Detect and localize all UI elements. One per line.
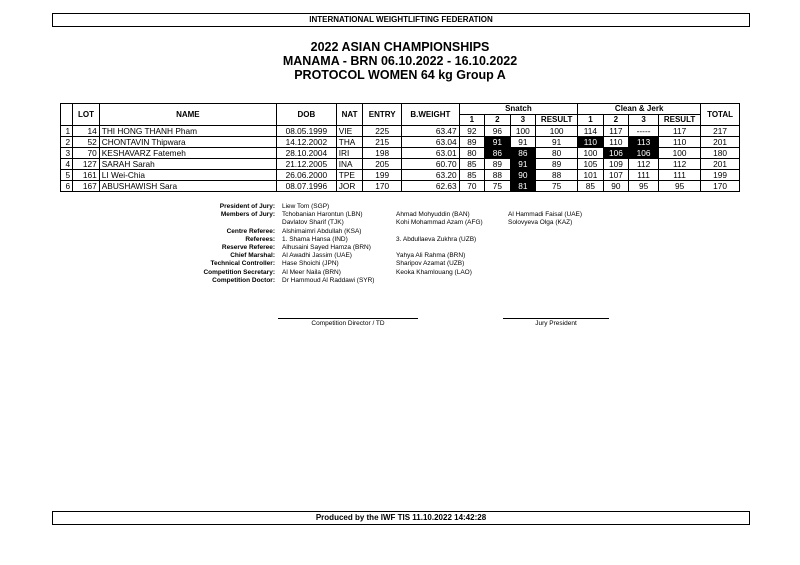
official-row: [0, 211, 800, 219]
dob-cell: 14.12.2002: [276, 137, 336, 148]
nat-cell: IRI: [336, 148, 363, 159]
official-role-label: Chief Marshal:: [230, 252, 275, 260]
table-row: [61, 148, 740, 159]
cj-result-cell: 117: [659, 126, 701, 137]
cj-attempt-cell: 112: [629, 159, 659, 170]
snatch-attempt-cell: 91: [485, 137, 510, 148]
official-role-label: Competition Secretary:: [203, 268, 275, 276]
results-body: [61, 126, 740, 192]
bweight-header: B.WEIGHT: [402, 104, 460, 126]
official-row: [0, 244, 800, 252]
nat-cell: TPE: [336, 170, 363, 181]
athlete-name-cell: ABUSHAWISH Sara: [99, 181, 276, 192]
snatch-attempt-cell: 90: [510, 170, 535, 181]
nat-cell: JOR: [336, 181, 363, 192]
cj-result-cell: 112: [659, 159, 701, 170]
total-cell: 170: [701, 181, 740, 192]
jury-president-signature: Jury President: [503, 318, 609, 327]
competition-director-signature: Competition Director / TD: [278, 318, 418, 327]
official-name: Kohi Mohammad Azam (AFG): [396, 219, 483, 227]
bweight-cell: 60.70: [402, 159, 460, 170]
cj-result-cell: 100: [659, 148, 701, 159]
official-role-label: Centre Referee:: [226, 227, 275, 235]
snatch-attempt-2-header: 2: [485, 115, 510, 126]
snatch-attempt-cell: 75: [485, 181, 510, 192]
official-role-label: Reserve Referee:: [221, 244, 275, 251]
official-row: [0, 277, 800, 285]
cj-attempt-cell: 101: [578, 170, 603, 181]
total-cell: 199: [701, 170, 740, 181]
cj-result-header: RESULT: [659, 115, 701, 126]
official-name: Ahmad Mohyuddin (BAN): [396, 211, 470, 219]
cj-attempt-3-header: 3: [629, 115, 659, 126]
cj-attempt-cell: 117: [603, 126, 628, 137]
official-role-label: Competition Doctor:: [212, 276, 275, 284]
snatch-result-header: RESULT: [536, 115, 578, 126]
athlete-name-cell: LI Wei-Chia: [99, 170, 276, 181]
federation-header: INTERNATIONAL WEIGHTLIFTING FEDERATION: [52, 13, 750, 27]
cj-result-cell: 111: [659, 170, 701, 181]
total-cell: 180: [701, 148, 740, 159]
rank-cell: 1: [61, 126, 73, 137]
rank-cell: 4: [61, 159, 73, 170]
results-table: [60, 103, 740, 192]
dob-cell: 21.12.2005: [276, 159, 336, 170]
snatch-result-cell: 91: [536, 137, 578, 148]
lot-cell: 167: [73, 181, 100, 192]
table-row: [61, 159, 740, 170]
official-row: [0, 260, 800, 268]
lot-cell: 127: [73, 159, 100, 170]
snatch-attempt-cell: 70: [459, 181, 484, 192]
nat-cell: THA: [336, 137, 363, 148]
rank-header: [61, 104, 73, 126]
rank-cell: 3: [61, 148, 73, 159]
official-name: Al Awadhi Jassim (UAE): [282, 252, 352, 260]
snatch-header: Snatch: [459, 104, 578, 115]
cj-header: Clean & Jerk: [578, 104, 701, 115]
official-role-label: Technical Controller:: [210, 260, 275, 268]
dob-cell: 08.07.1996: [276, 181, 336, 192]
official-role-label: President of Jury:: [219, 203, 275, 210]
official-row: [0, 203, 800, 211]
rank-cell: 5: [61, 170, 73, 181]
cj-attempt-cell: 95: [629, 181, 659, 192]
cj-attempt-cell: 107: [603, 170, 628, 181]
cj-attempt-cell: 90: [603, 181, 628, 192]
official-name: Yahya Ali Rahma (BRN): [396, 252, 466, 260]
official-row: [0, 252, 800, 260]
snatch-result-cell: 75: [536, 181, 578, 192]
championship-title: 2022 ASIAN CHAMPIONSHIPS: [310, 40, 490, 54]
bweight-cell: 63.20: [402, 170, 460, 181]
nat-header: NAT: [336, 104, 363, 126]
bweight-cell: 62.63: [402, 181, 460, 192]
official-name: Al Hammadi Faisal (UAE): [508, 211, 583, 219]
lot-cell: 14: [73, 126, 100, 137]
rank-cell: 2: [61, 137, 73, 148]
produced-footer: Produced by the IWF TIS 11.10.2022 14:42:28: [52, 511, 750, 525]
cj-attempt-cell: 109: [603, 159, 628, 170]
entry-header: ENTRY: [363, 104, 402, 126]
athlete-name-cell: CHONTAVIN Thipwara: [99, 137, 276, 148]
official-name: 3. Abdullaeva Zukhra (UZB): [396, 235, 477, 243]
athlete-name-cell: THI HONG THANH Pham: [99, 126, 276, 137]
cj-result-cell: 95: [659, 181, 701, 192]
lot-cell: 161: [73, 170, 100, 181]
snatch-attempt-cell: 92: [459, 126, 484, 137]
total-cell: 201: [701, 159, 740, 170]
cj-attempt-cell: 114: [578, 126, 603, 137]
snatch-attempt-cell: 89: [485, 159, 510, 170]
snatch-attempt-cell: 91: [510, 137, 535, 148]
total-cell: 201: [701, 137, 740, 148]
snatch-result-cell: 88: [536, 170, 578, 181]
cj-result-cell: 110: [659, 137, 701, 148]
bweight-cell: 63.01: [402, 148, 460, 159]
snatch-attempt-cell: 89: [459, 137, 484, 148]
entry-cell: 198: [363, 148, 402, 159]
total-header: TOTAL: [701, 104, 740, 126]
athlete-name-cell: SARAH Sarah: [99, 159, 276, 170]
table-row: [61, 170, 740, 181]
snatch-attempt-3-header: 3: [510, 115, 535, 126]
lot-cell: 52: [73, 137, 100, 148]
snatch-attempt-cell: 85: [459, 159, 484, 170]
entry-cell: 199: [363, 170, 402, 181]
bweight-cell: 63.04: [402, 137, 460, 148]
cj-attempt-2-header: 2: [603, 115, 628, 126]
rank-cell: 6: [61, 181, 73, 192]
snatch-attempt-cell: 86: [485, 148, 510, 159]
table-row: [61, 137, 740, 148]
snatch-result-cell: 89: [536, 159, 578, 170]
table-row: [61, 181, 740, 192]
entry-cell: 170: [363, 181, 402, 192]
cj-attempt-cell: 111: [629, 170, 659, 181]
snatch-attempt-cell: 88: [485, 170, 510, 181]
nat-cell: INA: [336, 159, 363, 170]
cj-attempt-cell: 113: [629, 137, 659, 148]
dob-cell: 08.05.1999: [276, 126, 336, 137]
snatch-attempt-cell: 86: [510, 148, 535, 159]
dob-cell: 28.10.2004: [276, 148, 336, 159]
official-name: Liew Tom (SGP): [282, 203, 330, 210]
snatch-attempt-cell: 91: [510, 159, 535, 170]
name-header: NAME: [99, 104, 276, 126]
entry-cell: 225: [363, 126, 402, 137]
official-name: Solovyeva Olga (KAZ): [508, 219, 573, 227]
dob-header: DOB: [276, 104, 336, 126]
bweight-cell: 63.47: [402, 126, 460, 137]
venue-dates: MANAMA - BRN 06.10.2022 - 16.10.2022: [282, 54, 518, 68]
snatch-attempt-cell: 81: [510, 181, 535, 192]
table-row: [61, 126, 740, 137]
official-name: 1. Shama Hansa (IND): [282, 235, 348, 243]
lot-cell: 70: [73, 148, 100, 159]
cj-attempt-cell: -----: [629, 126, 659, 137]
cj-attempt-1-header: 1: [578, 115, 603, 126]
official-name: Dr Hammoud Al Raddawi (SYR): [282, 276, 375, 284]
official-name: Alshimaimri Abdullah (KSA): [282, 227, 362, 235]
official-name: Hase Shoichi (JPN): [282, 260, 339, 268]
snatch-attempt-1-header: 1: [459, 115, 484, 126]
cj-attempt-cell: 110: [578, 137, 603, 148]
protocol-title: PROTOCOL WOMEN 64 kg Group A: [294, 68, 506, 82]
nat-cell: VIE: [336, 126, 363, 137]
athlete-name-cell: KESHAVARZ Fatemeh: [99, 148, 276, 159]
snatch-attempt-cell: 85: [459, 170, 484, 181]
snatch-result-cell: 80: [536, 148, 578, 159]
snatch-result-cell: 100: [536, 126, 578, 137]
official-name: Davlatov Sharif (TJK): [282, 219, 344, 227]
official-name: Tchobanian Harontun (LBN): [282, 211, 363, 219]
snatch-attempt-cell: 96: [485, 126, 510, 137]
entry-cell: 215: [363, 137, 402, 148]
snatch-attempt-cell: 80: [459, 148, 484, 159]
total-cell: 217: [701, 126, 740, 137]
official-name: Alhusaini Sayed Hamza (BRN): [282, 244, 371, 251]
lot-header: LOT: [73, 104, 100, 126]
official-name: Keoka Khamlouang (LAO): [396, 268, 472, 276]
cj-attempt-cell: 100: [578, 148, 603, 159]
cj-attempt-cell: 106: [603, 148, 628, 159]
official-name: Al Meer Naila (BRN): [282, 268, 341, 276]
cj-attempt-cell: 105: [578, 159, 603, 170]
cj-attempt-cell: 106: [629, 148, 659, 159]
official-role-label: Referees:: [245, 235, 275, 243]
official-row: [0, 269, 800, 277]
official-row: [0, 236, 800, 244]
dob-cell: 26.06.2000: [276, 170, 336, 181]
official-row: [0, 228, 800, 236]
entry-cell: 205: [363, 159, 402, 170]
cj-attempt-cell: 110: [603, 137, 628, 148]
snatch-attempt-cell: 100: [510, 126, 535, 137]
official-role-label: Members of Jury:: [220, 211, 275, 219]
official-row: [0, 219, 800, 227]
official-name: Sharipov Azamat (UZB): [396, 260, 465, 268]
cj-attempt-cell: 85: [578, 181, 603, 192]
